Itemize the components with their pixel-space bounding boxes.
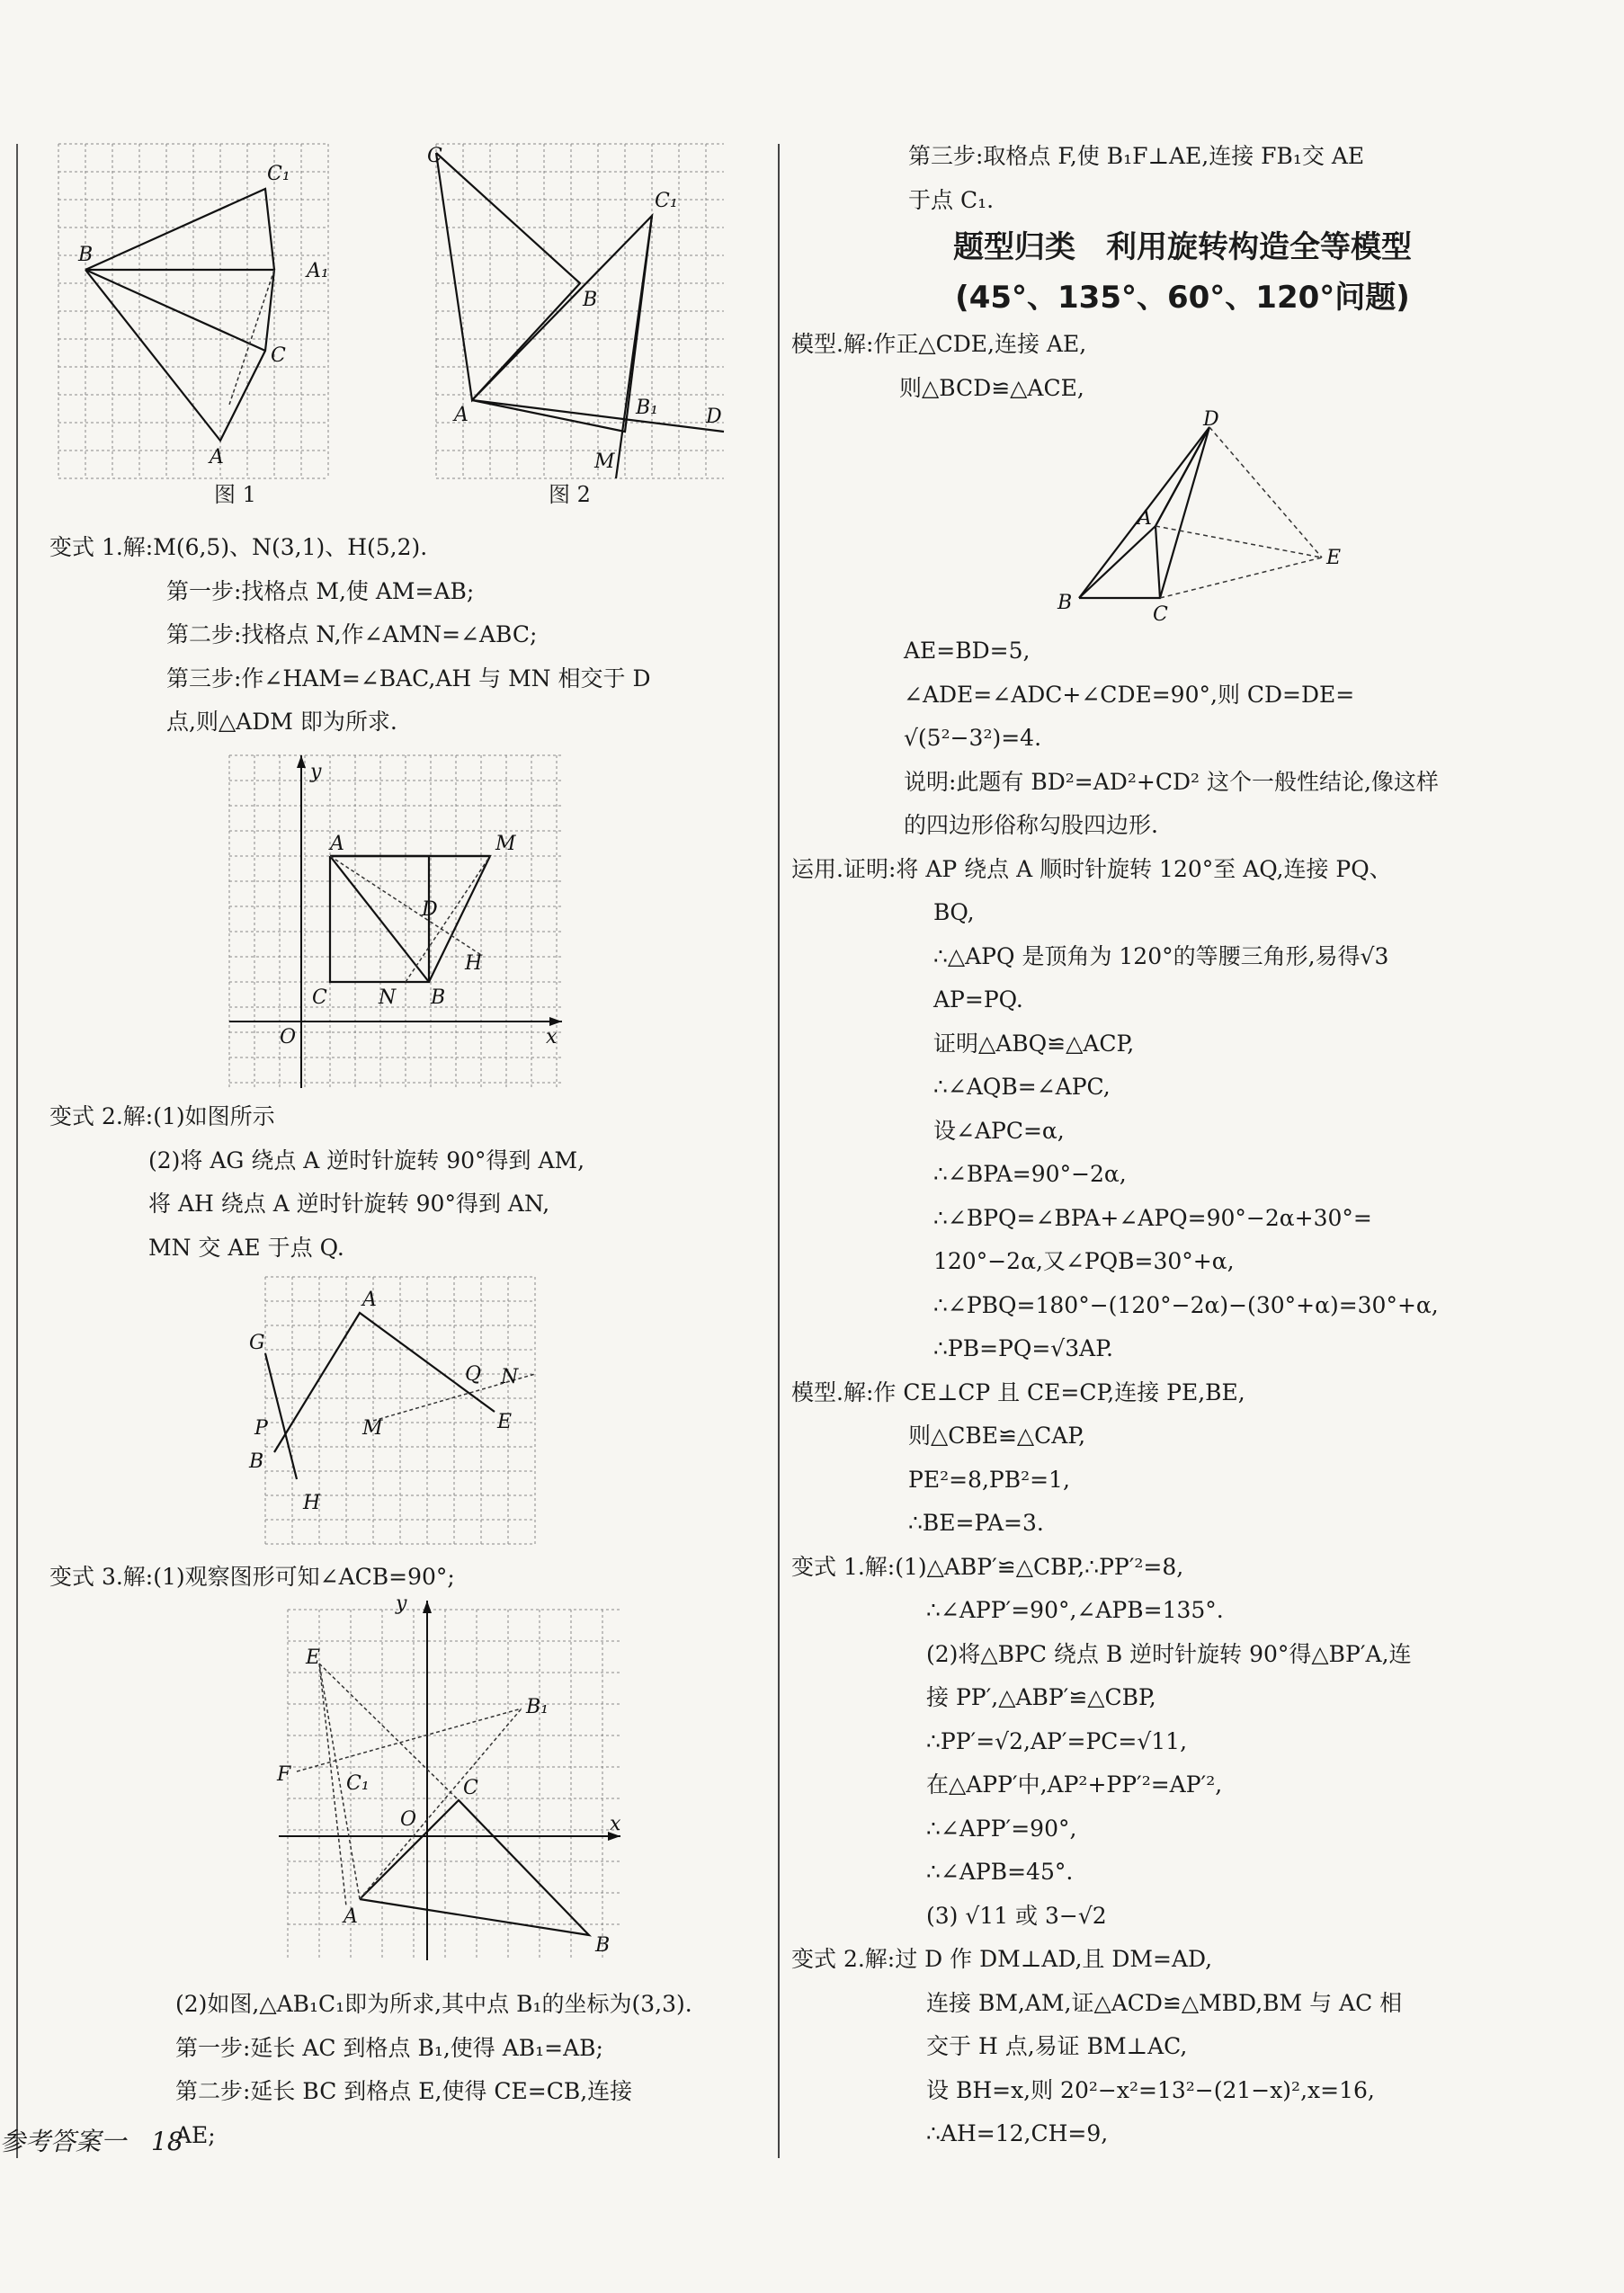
b2-line-2: 连接 BM,AM,证△ACD≌△MBD,BM 与 AC 相 xyxy=(926,1989,1403,2016)
b1-line-7: ∴∠APP′=90°, xyxy=(926,1815,1077,1842)
m1-line-2: 则△BCD≌△ACE, xyxy=(899,374,1084,401)
svg-text:y: y xyxy=(310,761,322,783)
v2-line-3: 将 AH 绕点 A 逆时针旋转 90°得到 AN, xyxy=(148,1191,550,1217)
u-line-5: 证明△ABQ≌△ACP, xyxy=(933,1030,1135,1057)
svg-text:y: y xyxy=(396,1593,407,1615)
svg-text:A: A xyxy=(1138,507,1152,530)
svg-text:M: M xyxy=(495,833,516,855)
figure-2-caption: 图 2 xyxy=(549,482,591,507)
svg-text:B: B xyxy=(249,1450,264,1473)
b2-line-3: 交于 H 点,易证 BM⊥AC, xyxy=(926,2033,1188,2059)
m2-line-1: 模型.解:作 CE⊥CP 且 CE=CP,连接 PE,BE, xyxy=(791,1378,1245,1405)
variant-3-grid-figure xyxy=(277,1593,621,1960)
svg-text:C₁: C₁ xyxy=(655,190,678,212)
m2-line-3: PE²=8,PB²=1, xyxy=(908,1466,1070,1493)
v1-line-2: 第一步:找格点 M,使 AM=AB; xyxy=(166,577,475,604)
v1-line-4: 第三步:作∠HAM=∠BAC,AH 与 MN 相交于 D xyxy=(166,665,651,691)
svg-text:A: A xyxy=(362,1289,377,1311)
b2-line-4: 设 BH=x,则 20²−x²=13²−(21−x)²,x=16, xyxy=(926,2076,1375,2103)
u-line-11: ∴∠PBQ=180°−(120°−2α)−(30°+α)=30°+α, xyxy=(933,1291,1439,1318)
variant-1-text xyxy=(49,526,769,745)
m1-line-7: 的四边形俗称勾股四边形. xyxy=(904,812,1158,838)
svg-text:H: H xyxy=(465,952,483,975)
svg-text:G: G xyxy=(249,1332,265,1354)
v3-line-1: 变式 3.解:(1)观察图形可知∠ACB=90°; xyxy=(49,1564,455,1590)
svg-text:E: E xyxy=(306,1646,321,1669)
svg-text:D: D xyxy=(1203,408,1219,431)
svg-text:x: x xyxy=(546,1026,558,1048)
section-subheading: (45°、135°、60°、120°问题) xyxy=(955,280,1410,316)
u-line-4: AP=PQ. xyxy=(933,986,1023,1013)
variant-2-text xyxy=(49,1095,769,1270)
m1-line-1: 模型.解:作正△CDE,连接 AE, xyxy=(791,331,1087,357)
r-line-1: 第三步:取格点 F,使 B₁F⊥AE,连接 FB₁交 AE xyxy=(908,143,1365,169)
left-margin-rule xyxy=(16,144,18,2158)
svg-text:O: O xyxy=(400,1808,417,1831)
svg-text:B: B xyxy=(1057,592,1073,614)
figure-1-caption: 图 1 xyxy=(214,482,256,507)
u-line-12: ∴PB=PQ=√3AP. xyxy=(933,1335,1113,1361)
svg-text:B₁: B₁ xyxy=(636,397,658,419)
v2-line-2: (2)将 AG 绕点 A 逆时针旋转 90°得到 AM, xyxy=(148,1146,585,1173)
svg-text:C₁: C₁ xyxy=(267,163,290,185)
svg-text:A: A xyxy=(330,833,344,855)
v1-line-5: 点,则△ADM 即为所求. xyxy=(166,709,397,735)
svg-text:B: B xyxy=(583,289,598,311)
b1-line-9: (3) √11 或 3−√2 xyxy=(926,1902,1107,1929)
svg-text:C: C xyxy=(271,344,286,367)
right-column-main xyxy=(791,629,1574,2156)
variant-2-grid-figure xyxy=(249,1277,562,1547)
svg-text:C: C xyxy=(1153,603,1168,626)
svg-text:F: F xyxy=(277,1763,291,1786)
figure-2 xyxy=(427,144,724,478)
svg-text:C: C xyxy=(463,1777,478,1799)
m2-line-4: ∴BE=PA=3. xyxy=(908,1510,1044,1536)
b1-line-1: 变式 1.解:(1)△ABP′≌△CBP,∴PP′²=8, xyxy=(791,1553,1184,1580)
m1-line-6: 说明:此题有 BD²=AD²+CD² 这个一般性结论,像这样 xyxy=(904,768,1439,795)
u-line-6: ∴∠AQB=∠APC, xyxy=(933,1074,1111,1100)
variant-3-text-a xyxy=(49,1556,769,1600)
svg-text:D: D xyxy=(422,898,438,921)
svg-text:B: B xyxy=(78,244,94,266)
v3-line-4: 第二步:延长 BC 到格点 E,使得 CE=CB,连接 xyxy=(175,2078,633,2104)
svg-text:x: x xyxy=(610,1813,621,1835)
svg-text:O: O xyxy=(280,1026,297,1048)
svg-text:C₁: C₁ xyxy=(346,1772,370,1795)
u-line-7: 设∠APC=α, xyxy=(933,1117,1065,1144)
v1-line-1: 变式 1.解:M(6,5)、N(3,1)、H(5,2). xyxy=(49,534,428,560)
u-line-3: ∴△APQ 是顶角为 120°的等腰三角形,易得√3 xyxy=(933,942,1389,969)
u-line-1: 运用.证明:将 AP 绕点 A 顺时针旋转 120°至 AQ,连接 PQ、 xyxy=(791,855,1392,882)
u-line-8: ∴∠BPA=90°−2α, xyxy=(933,1161,1127,1187)
r-line-2: 于点 C₁. xyxy=(908,186,995,213)
svg-text:N: N xyxy=(379,986,397,1009)
b1-line-5: ∴PP′=√2,AP′=PC=√11, xyxy=(926,1727,1188,1754)
b1-line-4: 接 PP′,△ABP′≌△CBP, xyxy=(926,1684,1156,1710)
right-column-top xyxy=(791,135,1574,410)
svg-text:M: M xyxy=(362,1417,383,1440)
svg-text:M: M xyxy=(594,451,615,473)
page-footer: 参考答案一 18 xyxy=(0,2127,183,2156)
section-heading: 题型归类 利用旋转构造全等模型 xyxy=(953,229,1412,265)
u-line-9: ∴∠BPQ=∠BPA+∠APQ=90°−2α+30°= xyxy=(933,1204,1372,1231)
b1-line-2: ∴∠APP′=90°,∠APB=135°. xyxy=(926,1597,1224,1623)
svg-text:B₁: B₁ xyxy=(526,1696,549,1718)
b2-line-1: 变式 2.解:过 D 作 DM⊥AD,且 DM=AD, xyxy=(791,1946,1213,1972)
svg-text:A₁: A₁ xyxy=(307,260,329,282)
v3-line-5: AE; xyxy=(175,2121,216,2148)
v3-line-3: 第一步:延长 AC 到格点 B₁,使得 AB₁=AB; xyxy=(175,2034,603,2061)
b1-line-3: (2)将△BPC 绕点 B 逆时针旋转 90°得△BP′A,连 xyxy=(926,1640,1412,1667)
svg-text:N: N xyxy=(501,1366,519,1388)
svg-text:B: B xyxy=(595,1934,611,1957)
svg-text:B: B xyxy=(431,986,446,1009)
v3-line-2: (2)如图,△AB₁C₁即为所求,其中点 B₁的坐标为(3,3). xyxy=(175,1991,692,2017)
column-divider xyxy=(778,144,780,2158)
svg-text:Q: Q xyxy=(465,1363,482,1386)
svg-text:E: E xyxy=(1326,547,1342,569)
svg-text:C: C xyxy=(312,986,327,1009)
b1-line-6: 在△APP′中,AP²+PP′²=AP′², xyxy=(926,1771,1223,1798)
m2-line-2: 则△CBE≌△CAP, xyxy=(908,1423,1086,1449)
v2-line-1: 变式 2.解:(1)如图所示 xyxy=(49,1103,275,1129)
svg-text:H: H xyxy=(303,1492,321,1514)
b2-line-5: ∴AH=12,CH=9, xyxy=(926,2120,1109,2146)
svg-text:A: A xyxy=(344,1905,358,1928)
svg-text:E: E xyxy=(497,1411,513,1433)
v2-line-4: MN 交 AE 于点 Q. xyxy=(148,1234,344,1261)
u-line-2: BQ, xyxy=(933,899,975,925)
variant-1-grid-figure xyxy=(229,755,562,1088)
svg-text:C: C xyxy=(427,145,442,167)
m1-line-4: ∠ADE=∠ADC+∠CDE=90°,则 CD=DE= xyxy=(904,681,1355,708)
svg-text:D: D xyxy=(706,406,722,428)
m1-line-5: √(5²−3²)=4. xyxy=(904,725,1042,751)
model-figure xyxy=(1052,409,1349,625)
v1-line-3: 第二步:找格点 N,作∠AMN=∠ABC; xyxy=(166,621,538,647)
u-line-10: 120°−2α,又∠PQB=30°+α, xyxy=(933,1248,1235,1274)
b1-line-8: ∴∠APB=45°. xyxy=(926,1859,1074,1885)
m1-line-3: AE=BD=5, xyxy=(904,638,1031,664)
svg-text:P: P xyxy=(254,1417,268,1440)
figure-1 xyxy=(58,144,328,478)
svg-text:A: A xyxy=(210,446,224,468)
svg-text:A: A xyxy=(454,404,468,426)
